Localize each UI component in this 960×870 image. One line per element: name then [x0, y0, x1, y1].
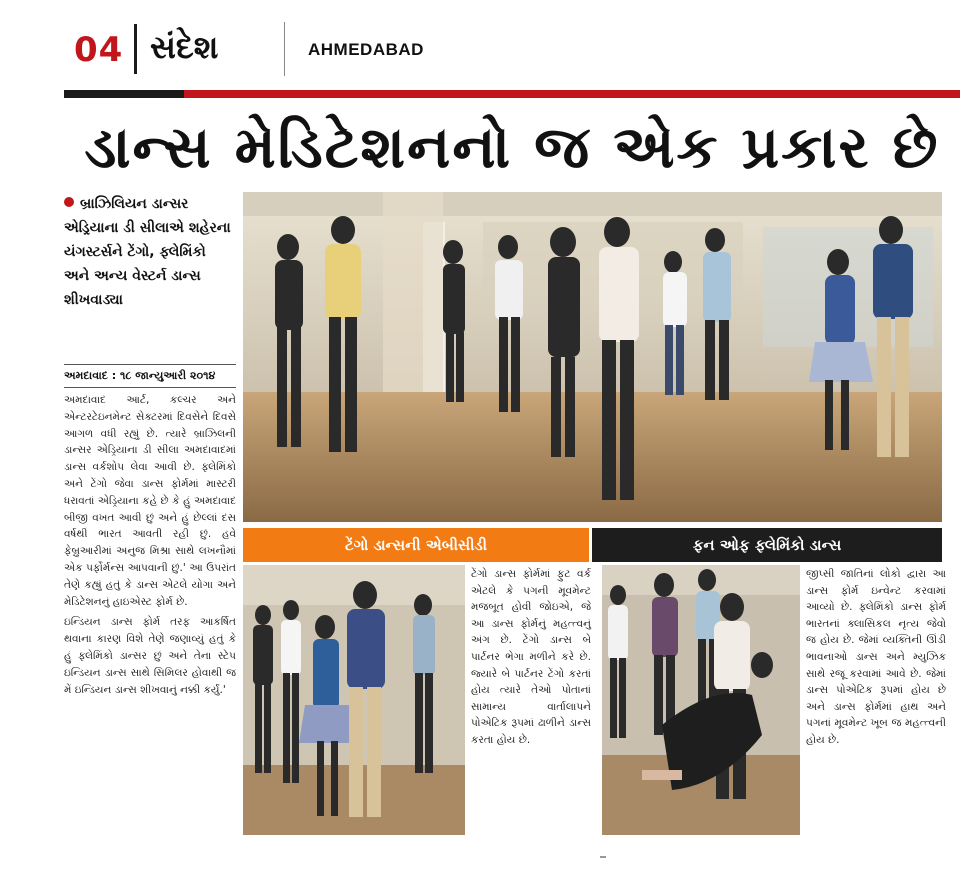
- bottom-mark: [600, 856, 606, 858]
- article-deck: [64, 192, 234, 312]
- flamenco-section-text: જીપ્સી જાતિનાં લોકો દ્વારા આ ડાન્સ ફોર્મ ઇન્વેન્ટ કરવામાં આવ્યો છે. ફ્લેમિંકો ડાન્સ ફોર્મ ભારતનાં ક્લાસિકલ નૃત્ય જેવો જ હોય છે. જેમાં વ્યક્તિની ઊંડી ભાવનાઓ ડાન્સ અને મ્યુઝિક સાથે રજૂ કરવામાં આવે છે. જેમાં ડાન્સ પોએટિક રૂપમાં હોય છે અને ડાન્સ ફોર્મમાં હાથ અને પગનાં મૂવમેન્ટ ખૂબ જ મહત્ત્વની હોય છે.: [806, 568, 946, 746]
- edition-label: AHMEDABAD: [308, 40, 424, 59]
- masthead-divider: [134, 24, 137, 74]
- newspaper-logo: સંદેશ: [150, 28, 219, 66]
- tango-section-header: ટેંગો ડાન્સની એબીસીડી: [243, 528, 589, 562]
- header-rule-black: [64, 90, 184, 98]
- article-headline: ડાન્સ મેડિટેશનનો જ એક પ્રકાર છે: [84, 113, 940, 181]
- dateline: અમદાવાદ : ૧૮ જાન્યુઆરી ૨૦૧૪: [64, 364, 236, 388]
- body-paragraph: અમદાવાદ આર્ટ, કલ્ચર અને એન્ટરટેઇનમેન્ટ સેક્ટરમાં દિવસેને દિવસે આગળ વધી રહ્યું છે. ત્યારે બ્રાઝિલની ડાન્સર એડ્રિયાના ડી સીલા અમદાવાદમાં ડાન્સ વર્કશોપ લેવા આવી છે. ફ્લેમિંકો અને ટેંગો જેવા ડાન્સ ફોર્મમાં માસ્ટરી ધરાવતાં એડ્રિયાના કહે છે કે હું અમદાવાદ બીજી વખત આવી છું અને હું છેલ્લાં દસ વર્ષથી ભારત આવતી રહી છું. હવે ફેબ્રુઆરીમાં અનુજ મિશ્રા સાથે લખનૌમાં એક પર્ફોર્મન્સ આપવાની છું.' આ ઉપરાંત તેણે કહ્યું હતું કે ડાન્સ એટલે યોગા અને મેડિટેશનનું હાઇએસ્ટ ફોર્મ છે.: [64, 394, 236, 608]
- masthead-divider-thin: [284, 22, 285, 76]
- page-number: 04: [74, 30, 124, 70]
- tango-photo: [243, 565, 465, 835]
- flamenco-section-header: ફન ઓફ ફ્લેમિંકો ડાન્સ: [592, 528, 942, 562]
- masthead: [0, 0, 960, 92]
- flamenco-photo: [602, 565, 800, 835]
- tango-section-text: ટેંગો ડાન્સ ફોર્મમાં ફુટ વર્ક એટલે કે પગની મૂવમેન્ટ મજબૂત હોવી જોઇએ, જે આ ડાન્સ ફોર્મનું મહત્ત્વનું અંગ છે. ટેંગો ડાન્સ બે પાર્ટનર ભેગા મળીને કરે છે. જ્યારે બે પાર્ટનર ટેંગો કરતાં હોય ત્યારે તેઓ પોતાનાં સામાન્ય વાર્તાલાપને પોએટિક રૂપમાં ઢાળીને ડાન્સ કરતા હોય છે.: [471, 568, 591, 746]
- main-photo-dance-class: [243, 192, 942, 522]
- header-rule-red: [184, 90, 960, 98]
- deck-text: બ્રાઝિલિયન ડાન્સર એડ્રિયાના ડી સીલાએ શહેરના યંગસ્ટર્સને ટેંગો, ફ્લેમિંકો અને અન્ય વેસ્ટર્ન ડાન્સ શીખવાડ્યા: [64, 196, 231, 308]
- article-body: [64, 392, 236, 702]
- body-paragraph: ઇન્ડિયન ડાન્સ ફોર્મ તરફ આકર્ષિત થવાના કારણ વિશે તેણે જણાવ્યું હતું કે હું ફ્લેમિંકો ડાન્સર છું અને તેના સ્ટેપ ઇન્ડિયન ડાન્સ સાથે સિમિલર હોવાથી જ મેં ઇન્ડિયન ડાન્સ શીખવાનું નક્કી કર્યું.': [64, 616, 236, 696]
- bullet-icon: [64, 197, 74, 207]
